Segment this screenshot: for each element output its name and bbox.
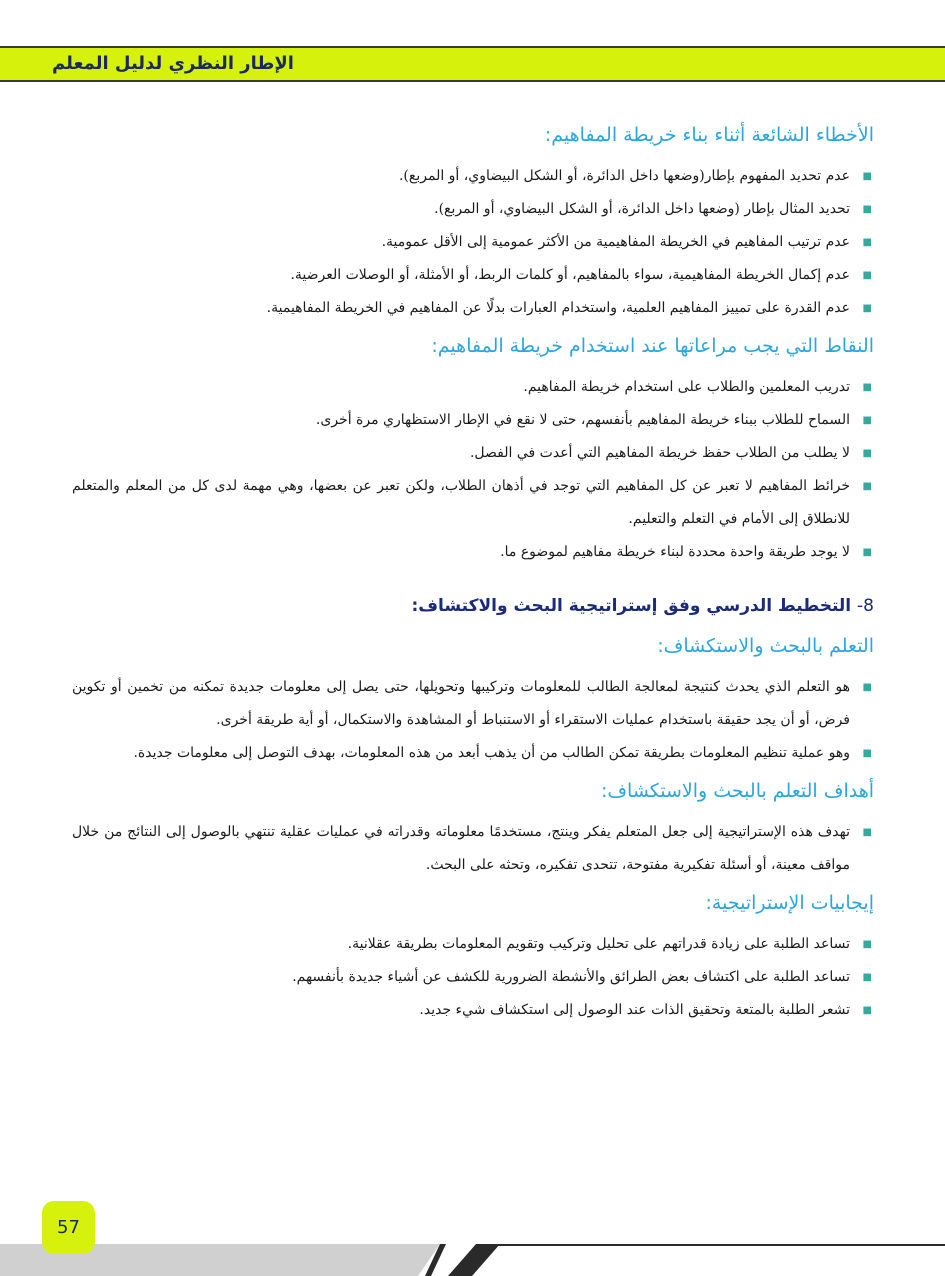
bullet-icon: ■ [862, 204, 872, 215]
list-item: ■ لا يوجد طريقة واحدة محددة لبناء خريطة مفاهيم لموضوع ما. [72, 536, 874, 569]
header-title: الإطار النظري لدليل المعلم [52, 53, 294, 74]
discovery-learning-list [72, 671, 874, 770]
footer-dark-wedge [448, 1244, 500, 1276]
section-heading-discovery-learning: التعلم بالبحث والاستكشاف: [657, 635, 874, 657]
list-item: ■ تساعد الطلبة على اكتشاف بعض الطرائق والأنشطة الضرورية للكشف عن أشياء جديدة بأنفسهم. [72, 961, 874, 994]
list-item: ■ عدم ترتيب المفاهيم في الخريطة المفاهيمية من الأكثر عمومية إلى الأقل عمومية. [72, 226, 874, 259]
page-content [72, 118, 874, 1031]
common-mistakes-list [72, 160, 874, 325]
list-item: ■ تساعد الطلبة على زيادة قدراتهم على تحليل وتركيب وتقويم المعلومات بطريقة عقلانية. [72, 928, 874, 961]
list-item: ■ عدم القدرة على تمييز المفاهيم العلمية، واستخدام العبارات بدلًا عن المفاهيم في الخريطة المفاهيمية. [72, 292, 874, 325]
list-item: ■ تدريب المعلمين والطلاب على استخدام خريطة المفاهيم. [72, 371, 874, 404]
footer-decoration [0, 1240, 945, 1276]
list-item: ■ عدم تحديد المفهوم بإطار(وضعها داخل الدائرة، أو الشكل البيضاوي، أو المربع). [72, 160, 874, 193]
section-heading-common-mistakes: الأخطاء الشائعة أثناء بناء خريطة المفاهيم: [544, 124, 874, 146]
advantages-list [72, 928, 874, 1027]
section-heading-goals: أهداف التعلم بالبحث والاستكشاف: [600, 780, 874, 802]
points-to-consider-list [72, 371, 874, 569]
bullet-icon: ■ [862, 237, 872, 248]
bullet-icon: ■ [862, 303, 872, 314]
list-item: ■ تهدف هذه الإستراتيجية إلى جعل المتعلم يفكر وينتج، مستخدمًا معلوماته وقدراته في عمليات عقلية تنتهي بالوصول إلى النتائج من خلال مواقف معينة، أو أسئلة تفكيرية مفتوحة، تتحدى تفكيره، وتحثه على البحث. [72, 816, 874, 882]
list-item: ■ خرائط المفاهيم لا تعبر عن كل المفاهيم التي توجد في أذهان الطلاب، ولكن تعبر عن بعضها، وهي مهمة لدى كل من المعلم والمتعلم للانطلاق إلى الأمام في التعلم والتعليم. [72, 470, 874, 536]
goals-list [72, 816, 874, 882]
section-title: التخطيط الدرسي وفق إستراتيجية البحث والاكتشاف: [411, 596, 852, 616]
page-number-badge [42, 1201, 95, 1254]
page-number: 57 [57, 1217, 80, 1238]
bullet-icon: ■ [862, 481, 872, 492]
bullet-icon: ■ [862, 827, 872, 838]
list-item: ■ هو التعلم الذي يحدث كنتيجة لمعالجة الطالب للمعلومات وتركيبها وتحويلها، حتى يصل إلى معلومات جديدة تمكنه من تخمين أو تكوين فرض، أو أن يجد حقيقة باستخدام عمليات الاستقراء أو الاستنباط أو المشاهدة والاستكمال، أو أية طريقة أخرى. [72, 671, 874, 737]
list-item: ■ تحديد المثال بإطار (وضعها داخل الدائرة، أو الشكل البيضاوي، أو المربع). [72, 193, 874, 226]
bullet-icon: ■ [862, 171, 872, 182]
page-header [0, 46, 945, 82]
bullet-icon: ■ [862, 415, 872, 426]
section-heading-points-to-consider: النقاط التي يجب مراعاتها عند استخدام خريطة المفاهيم: [431, 335, 874, 357]
bullet-icon: ■ [862, 382, 872, 393]
footer-line [490, 1244, 945, 1246]
section-heading-advantages: إيجابيات الإستراتيجية: [705, 892, 874, 914]
bullet-icon: ■ [862, 939, 872, 950]
bullet-icon: ■ [862, 972, 872, 983]
section-8-heading [72, 589, 874, 623]
bullet-icon: ■ [862, 682, 872, 693]
bullet-icon: ■ [862, 748, 872, 759]
list-item: ■ عدم إكمال الخريطة المفاهيمية، سواء بالمفاهيم، أو كلمات الربط، أو الأمثلة، أو الوصلات العرضية. [72, 259, 874, 292]
section-number: 8- [857, 596, 874, 616]
bullet-icon: ■ [862, 1005, 872, 1016]
list-item: ■ لا يطلب من الطلاب حفظ خريطة المفاهيم التي أعدت في الفصل. [72, 437, 874, 470]
list-item: ■ تشعر الطلبة بالمتعة وتحقيق الذات عند الوصول إلى استكشاف شيء جديد. [72, 994, 874, 1027]
list-item: ■ وهو عملية تنظيم المعلومات بطريقة تمكن الطالب من أن يذهب أبعد من هذه المعلومات، بهدف التوصل إلى معلومات جديدة. [72, 737, 874, 770]
list-item: ■ السماح للطلاب ببناء خريطة المفاهيم بأنفسهم، حتى لا نقع في الإطار الاستظهاري مرة أخرى. [72, 404, 874, 437]
bullet-icon: ■ [862, 448, 872, 459]
bullet-icon: ■ [862, 547, 872, 558]
bullet-icon: ■ [862, 270, 872, 281]
